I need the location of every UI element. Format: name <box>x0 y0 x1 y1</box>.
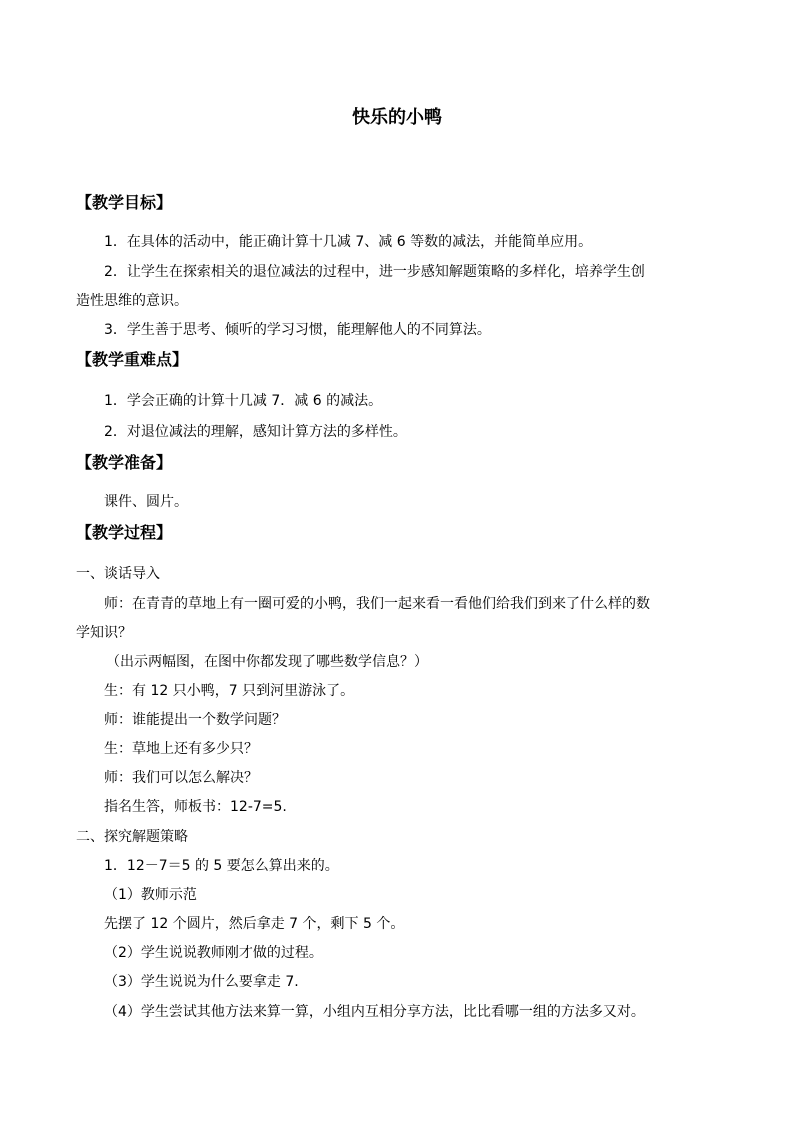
paragraph: （出示两幅图，在图中你都发现了哪些数学信息？） <box>106 654 428 670</box>
section-heading-process: 【教学过程】 <box>76 523 173 542</box>
paragraph: 一、谈话导入 <box>76 566 160 582</box>
paragraph: 先摆了 12 个圆片，然后拿走 7 个，剩下 5 个。 <box>104 916 405 932</box>
paragraph: 造性思维的意识。 <box>76 293 188 309</box>
paragraph: 指名生答，师板书：12-7=5. <box>104 799 287 815</box>
paragraph: 1．学会正确的计算十几减 7．减 6 的减法。 <box>104 393 383 409</box>
paragraph: （4）学生尝试其他方法来算一算，小组内互相分享方法，比比看哪一组的方法多又对。 <box>104 1004 645 1020</box>
paragraph: 生：草地上还有多少只？ <box>104 741 258 757</box>
paragraph: 生：有 12 只小鸭，7 只到河里游泳了。 <box>104 683 355 699</box>
paragraph: 3．学生善于思考、倾听的学习习惯，能理解他人的不同算法。 <box>104 322 491 338</box>
paragraph: （2）学生说说教师刚才做的过程。 <box>104 945 323 961</box>
section-heading-preparation: 【教学准备】 <box>76 453 173 472</box>
paragraph: 课件、圆片。 <box>104 494 188 510</box>
paragraph: 1．在具体的活动中，能正确计算十几减 7、减 6 等数的减法，并能简单应用。 <box>104 234 593 250</box>
paragraph: （3）学生说说为什么要拿走 7. <box>104 974 299 990</box>
section-heading-key-points: 【教学重难点】 <box>76 350 189 369</box>
paragraph: 二、探究解题策略 <box>76 829 188 845</box>
paragraph: 2．对退位减法的理解，感知计算方法的多样性。 <box>104 424 407 440</box>
paragraph: 师：谁能提出一个数学问题？ <box>104 712 286 728</box>
paragraph: 2．让学生在探索相关的退位减法的过程中，进一步感知解题策略的多样化，培养学生创 <box>104 264 645 280</box>
paragraph: 学知识？ <box>76 625 132 641</box>
section-heading-goals: 【教学目标】 <box>76 193 173 212</box>
paragraph: 1．12－7＝5 的 5 要怎么算出来的。 <box>104 858 339 874</box>
paragraph: 师：我们可以怎么解决？ <box>104 770 258 786</box>
paragraph: （1）教师示范 <box>104 887 197 903</box>
paragraph: 师：在青青的草地上有一圈可爱的小鸭，我们一起来看一看他们给我们到来了什么样的数 <box>104 596 650 612</box>
page-title: 快乐的小鸭 <box>352 107 442 128</box>
